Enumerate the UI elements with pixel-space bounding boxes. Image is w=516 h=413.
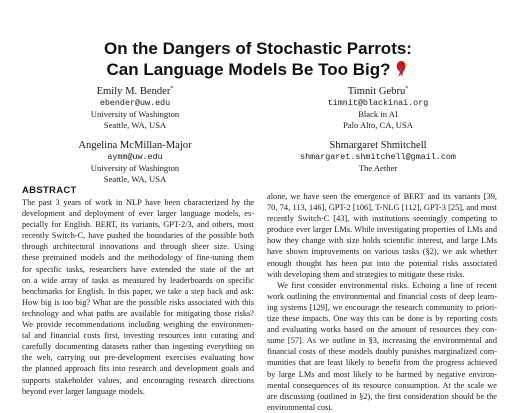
text-line: produce ever larger LMs. While investigating properties of LMs and: [267, 225, 497, 235]
text-line: by large LMs and most likely to be harmed by negative environ-: [267, 369, 497, 379]
text-line: carefully documenting datasets rather than ingesting everything on: [22, 342, 254, 352]
text-line: are discussing (outlined in §2), the first consideration should be the: [267, 391, 497, 401]
text-line: how they change with size holds scientific interest, and large LMs: [267, 236, 497, 246]
author-location: Seattle, WA, USA: [103, 120, 167, 131]
text-line: through architectural innovations and through sheer size. Using: [22, 242, 254, 252]
author-name: Angelina McMillan-Major: [78, 140, 192, 151]
parrot-icon: [393, 60, 409, 83]
text-line: on a wide array of tasks as measured by leaderboards on specific: [22, 275, 254, 285]
text-line: work outlining the environmental and financial costs of deep learn-: [267, 291, 497, 301]
text-line: these pretrained models and the methodology of fine-tuning them: [22, 253, 254, 263]
text-line: the planned approach fits into research and development goals and: [22, 364, 254, 374]
text-line: have shown improvements on various tasks (§2), we ask whether: [267, 247, 497, 257]
text-line: 70, 74, 113, 146], GPT-2 [106], T-NLG [112], GPT-3 [25], and most: [267, 203, 497, 213]
text-line: mental consequences of its resource consumption. At the scale we: [267, 380, 497, 390]
abstract-text: [22, 197, 254, 397]
author-block-3: [52, 139, 218, 186]
text-line: development and deployment of ever larger language models, es-: [22, 209, 254, 219]
author-affiliation: University of Washington: [90, 109, 180, 120]
title-line-2: [0, 59, 516, 83]
text-line: technology and what paths are available for mitigating those risks?: [22, 308, 254, 318]
text-line: tize these impacts. One way this can be done is by reporting costs: [267, 314, 497, 324]
author-email[interactable]: shmargaret.shmitchell@gmail.com: [300, 152, 456, 162]
text-line: The past 3 years of work in NLP have been characterized by the: [22, 198, 254, 207]
author-name: Emily M. Bender*: [96, 86, 174, 97]
text-line: sume [57]. As we outline in §3, increasing the environmental and: [267, 336, 497, 346]
author-email[interactable]: aymm@uw.edu: [107, 152, 163, 162]
text-line: financial costs of these models doubly punishes marginalized com-: [267, 347, 497, 357]
text-line: tal and financial costs first, investing resources into curating and: [22, 331, 254, 341]
author-block-1: [52, 85, 218, 132]
author-affiliation: Black in AI: [358, 109, 398, 120]
author-block-2: [290, 85, 466, 132]
text-line: ing systems [129], we encourage the research community to priori-: [267, 302, 497, 312]
text-line: recently Switch-C, have pushed the boundaries of the possible both: [22, 231, 254, 241]
title-line-2-text: Can Language Models Be Too Big?: [106, 60, 391, 79]
body-text: [267, 191, 497, 413]
author-name: Timnit Gebru*: [347, 86, 409, 97]
author-location: Seattle, WA, USA: [103, 174, 167, 185]
author-block-4: [282, 139, 474, 174]
text-line: How big is too big? What are the possible risks associated with this: [22, 297, 254, 307]
abstract-heading: ABSTRACT: [22, 185, 77, 196]
text-line: supports stakeholder values, and encouraging research directions: [22, 375, 254, 385]
text-line: We first consider environmental risks. Echoing a line of recent: [277, 280, 497, 290]
text-line: recently Switch-C [43], with institutions seemingly competing to: [267, 214, 497, 224]
text-line: enough thought has been put into the potential risks associated: [267, 258, 497, 268]
author-location: Palo Alto, CA, USA: [343, 120, 413, 131]
author-email[interactable]: timnit@blackinai.org: [327, 98, 429, 108]
text-line: environmental cost.: [267, 402, 333, 412]
author-affiliation: University of Washington: [90, 163, 180, 174]
text-line: pecially for English. BERT, its variants, GPT-2/3, and others, most: [22, 220, 254, 230]
author-name: Shmargaret Shmitchell: [329, 140, 427, 151]
author-email[interactable]: ebender@uw.edu: [99, 98, 171, 108]
author-affiliation: The Aether: [358, 163, 398, 174]
text-line: for specific tasks, researchers have extended the state of the art: [22, 264, 254, 274]
text-line: benchmarks for English. In this paper, we take a step back and ask:: [22, 286, 254, 296]
text-line: with developing them and strategies to mitigate these risks.: [267, 269, 465, 279]
text-line: the web, carrying out pre-development exercises evaluating how: [22, 353, 254, 363]
text-line: and evaluating works based on the amount of resources they con-: [267, 325, 497, 335]
text-line: We provide recommendations including weighing the environmen-: [22, 320, 254, 330]
text-line: alone, we have seen the emergence of BERT and its variants [39,: [267, 192, 497, 201]
paper-title: [0, 38, 516, 83]
text-line: munities that are least likely to benefit from the progress achieved: [267, 358, 497, 368]
title-line-1: On the Dangers of Stochastic Parrots:: [104, 39, 412, 58]
text-line: beyond ever larger language models.: [22, 386, 145, 396]
